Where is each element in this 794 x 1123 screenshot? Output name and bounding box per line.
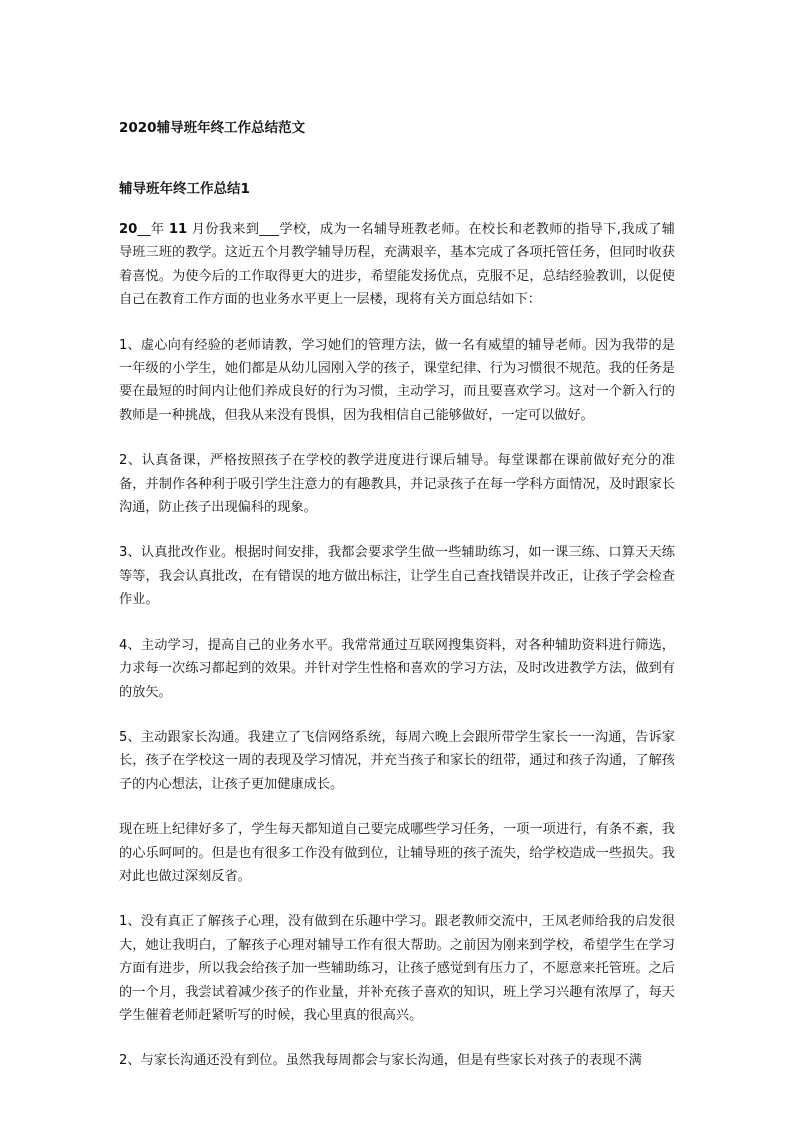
intro-month: 11 [168,222,188,237]
body-paragraph: 5、主动跟家长沟通。我建立了飞信网络系统，每周六晚上会跟所带学生家长一一沟通，告诉家长，孩子在学校这一周的表现及学习情况，并充当孩子和家长的纽带，通过和孩子沟通，了解孩子的内心想法，让孩子更加健康成长。 [119,729,675,792]
intro-year-blank: __ [137,222,151,237]
body-paragraph: 3、认真批改作业。根据时间安排，我都会要求学生做一些辅助练习，如一课三练、口算天天练等等，我会认真批改，在有错误的地方做出标注，让学生自己查找错误并改正，让孩子学会检查作业。 [119,545,675,608]
body-paragraph: 1、虚心向有经验的老师请教，学习她们的管理方法，做一名有威望的辅导老师。因为我带的是一年级的小学生，她们都是从幼儿园刚入学的孩子，课堂纪律、行为习惯很不规范。我的任务是要在最短的时间内让他们养成良好的行为习惯，主动学习，而且要喜欢学习。这对一个新入行的教师是一种挑战，但我从来没有畏惧，因为我相信自己能够做好，一定可以做好。 [119,337,675,423]
intro-year-prefix: 20 [119,222,138,237]
body-paragraph: 现在班上纪律好多了，学生每天都知道自己要完成哪些学习任务，一项一项进行，有条不紊，我的心乐呵呵的。但是也有很多工作没有做到位，让辅导班的孩子流失，给学校造成一些损失。我对此也做过深刻反省。 [119,822,675,884]
section-title: 辅导班年终工作总结1 [119,181,250,197]
intro-text-b: 月份我来到___学校，成为一名辅导班教老师。在校长和老教师的指导下,我成了辅导班三班的教学。这近五个月教学辅导历程，充满艰辛，基本完成了各项托管任务，但同时收获着喜悦。为使今后的工作取得更大的进步，希望能发扬优点，克服不足，总结经验教训，以促使自己在教育工作方面的也业务水平更上一层楼，现将有关方面总结如下： [119,222,675,308]
body-paragraph: 2、与家长沟通还没有到位。虽然我每周都会与家长沟通，但是有些家长对孩子的表现不满 [119,1053,642,1069]
body-paragraph: 4、主动学习，提高自己的业务水平。我常常通过互联网搜集资料，对各种辅助资料进行筛选，力求每一次练习都起到的效果。并针对学生性格和喜欢的学习方法，及时改进教学方法，做到有的放矢。 [119,637,675,700]
body-paragraph: 1、没有真正了解孩子心理，没有做到在乐趣中学习。跟老教师交流中，王凤老师给我的启发很大，她让我明白，了解孩子心理对辅导工作有很大帮助。之前因为刚来到学校，希望学生在学习方面有进步，所以我会给孩子加一些辅助练习，让孩子感觉到有压力了，不愿意来托管班。之后的一个月，我尝试着减少孩子的作业量，并补充孩子喜欢的知识，班上学习兴趣有浓厚了，每天学生催着老师赶紧听写的时候，我心里真的很高兴。 [119,914,675,1023]
body-paragraph: 2、认真备课，严格按照孩子在学校的教学进度进行课后辅导。每堂课都在课前做好充分的准备，并制作各种利于吸引学生注意力的有趣教具，并记录孩子在每一学科方面情况，及时跟家长沟通，防止孩子出现偏科的现象。 [119,453,675,516]
intro-text-a: 年 [150,222,169,237]
intro-paragraph [119,218,675,312]
document-title: 2020辅导班年终工作总结范文 [119,120,306,136]
document-body [119,117,675,1095]
